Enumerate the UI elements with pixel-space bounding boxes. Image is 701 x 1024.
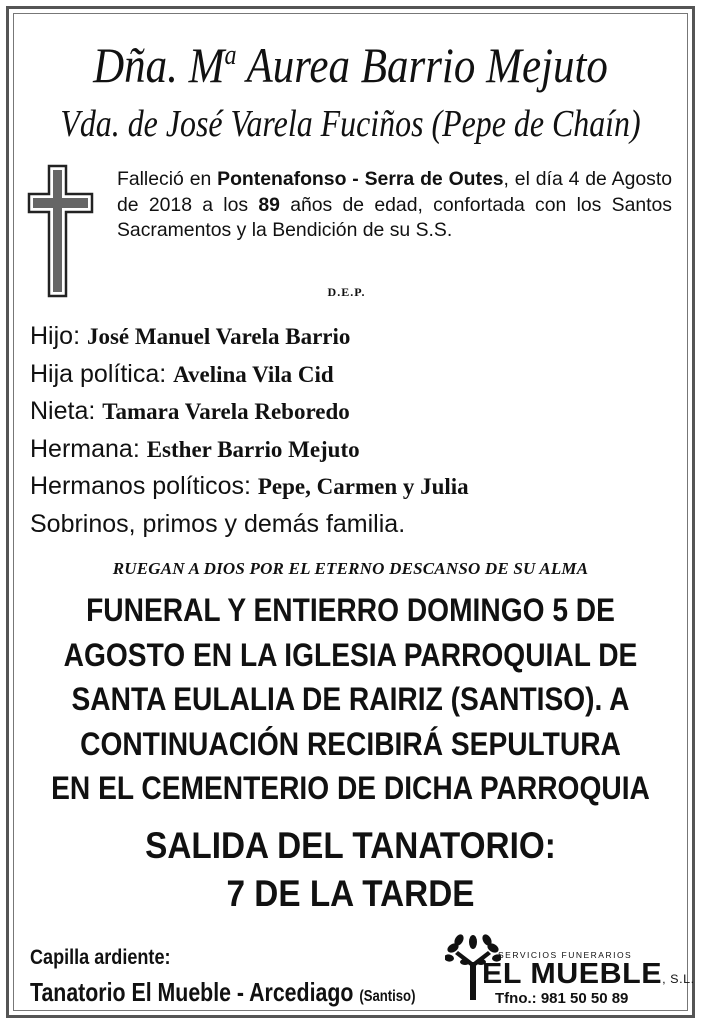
dep-label: D.E.P.	[327, 285, 366, 299]
family-list	[30, 318, 680, 544]
family-line: Hermanos políticos: Pepe, Carmen y Julia	[30, 472, 469, 501]
departure-line: SALIDA DEL TANATORIO:	[145, 825, 556, 866]
logo-subtitle: SERVICIOS FUNERARIOS	[498, 950, 633, 960]
chapel-place: Tanatorio El Mueble - Arcediago (Santiso)	[30, 977, 416, 1007]
death-place: Pontenafonso - Serra de Outes	[217, 168, 504, 190]
family-line: Hermana: Esther Barrio Mejuto	[30, 434, 360, 463]
family-line: Hijo: José Manuel Varela Barrio	[30, 322, 351, 350]
funeral-line: FUNERAL Y ENTIERRO DOMINGO 5 DE	[86, 592, 615, 628]
funeral-line: AGOSTO EN LA IGLESIA PARROQUIAL DE	[63, 636, 638, 673]
funeral-line: SANTA EULALIA DE RAIRIZ (SANTISO). A	[71, 681, 630, 717]
funeral-line: EN EL CEMENTERIO DE DICHA PARROQUIA	[51, 770, 650, 806]
death-age: 89	[258, 193, 280, 216]
family-line: Sobrinos, primos y demás familia.	[30, 509, 406, 538]
cross-icon	[26, 164, 96, 300]
family-line: Hija política: Avelina Vila Cid	[30, 359, 334, 388]
family-line: Nieta: Tamara Varela Reboredo	[30, 397, 350, 426]
widow-of-line: Vda. de José Varela Fuciños (Pepe de Chaín)	[60, 103, 641, 145]
chapel-label: Capilla ardiente:	[30, 946, 171, 969]
departure-details	[0, 822, 701, 918]
departure-line: 7 DE LA TARDE	[226, 873, 475, 914]
deceased-name: Dña. $M^a$ Aurea Barrio Mejuto	[93, 37, 608, 93]
prayer-line: RUEGAN A DIOS POR EL ETERNO DESCANSO DE SU ALMA	[112, 559, 589, 578]
funeral-line: CONTINUACIÓN RECIBIRÁ SEPULTURA	[80, 725, 621, 762]
logo-name: EL MUEBLE, S.L.	[482, 958, 695, 990]
phone-number: Tfno.: 981 50 50 89	[495, 990, 629, 1007]
death-notice-text: Falleció en Pontenafonso - Serra de Outes, el día 4 de Agosto de 2018 a los 89 años de edad, confortada con los Santos Sacramentos y la Bendición de su S.S.	[117, 168, 673, 241]
funeral-details	[10, 588, 691, 811]
